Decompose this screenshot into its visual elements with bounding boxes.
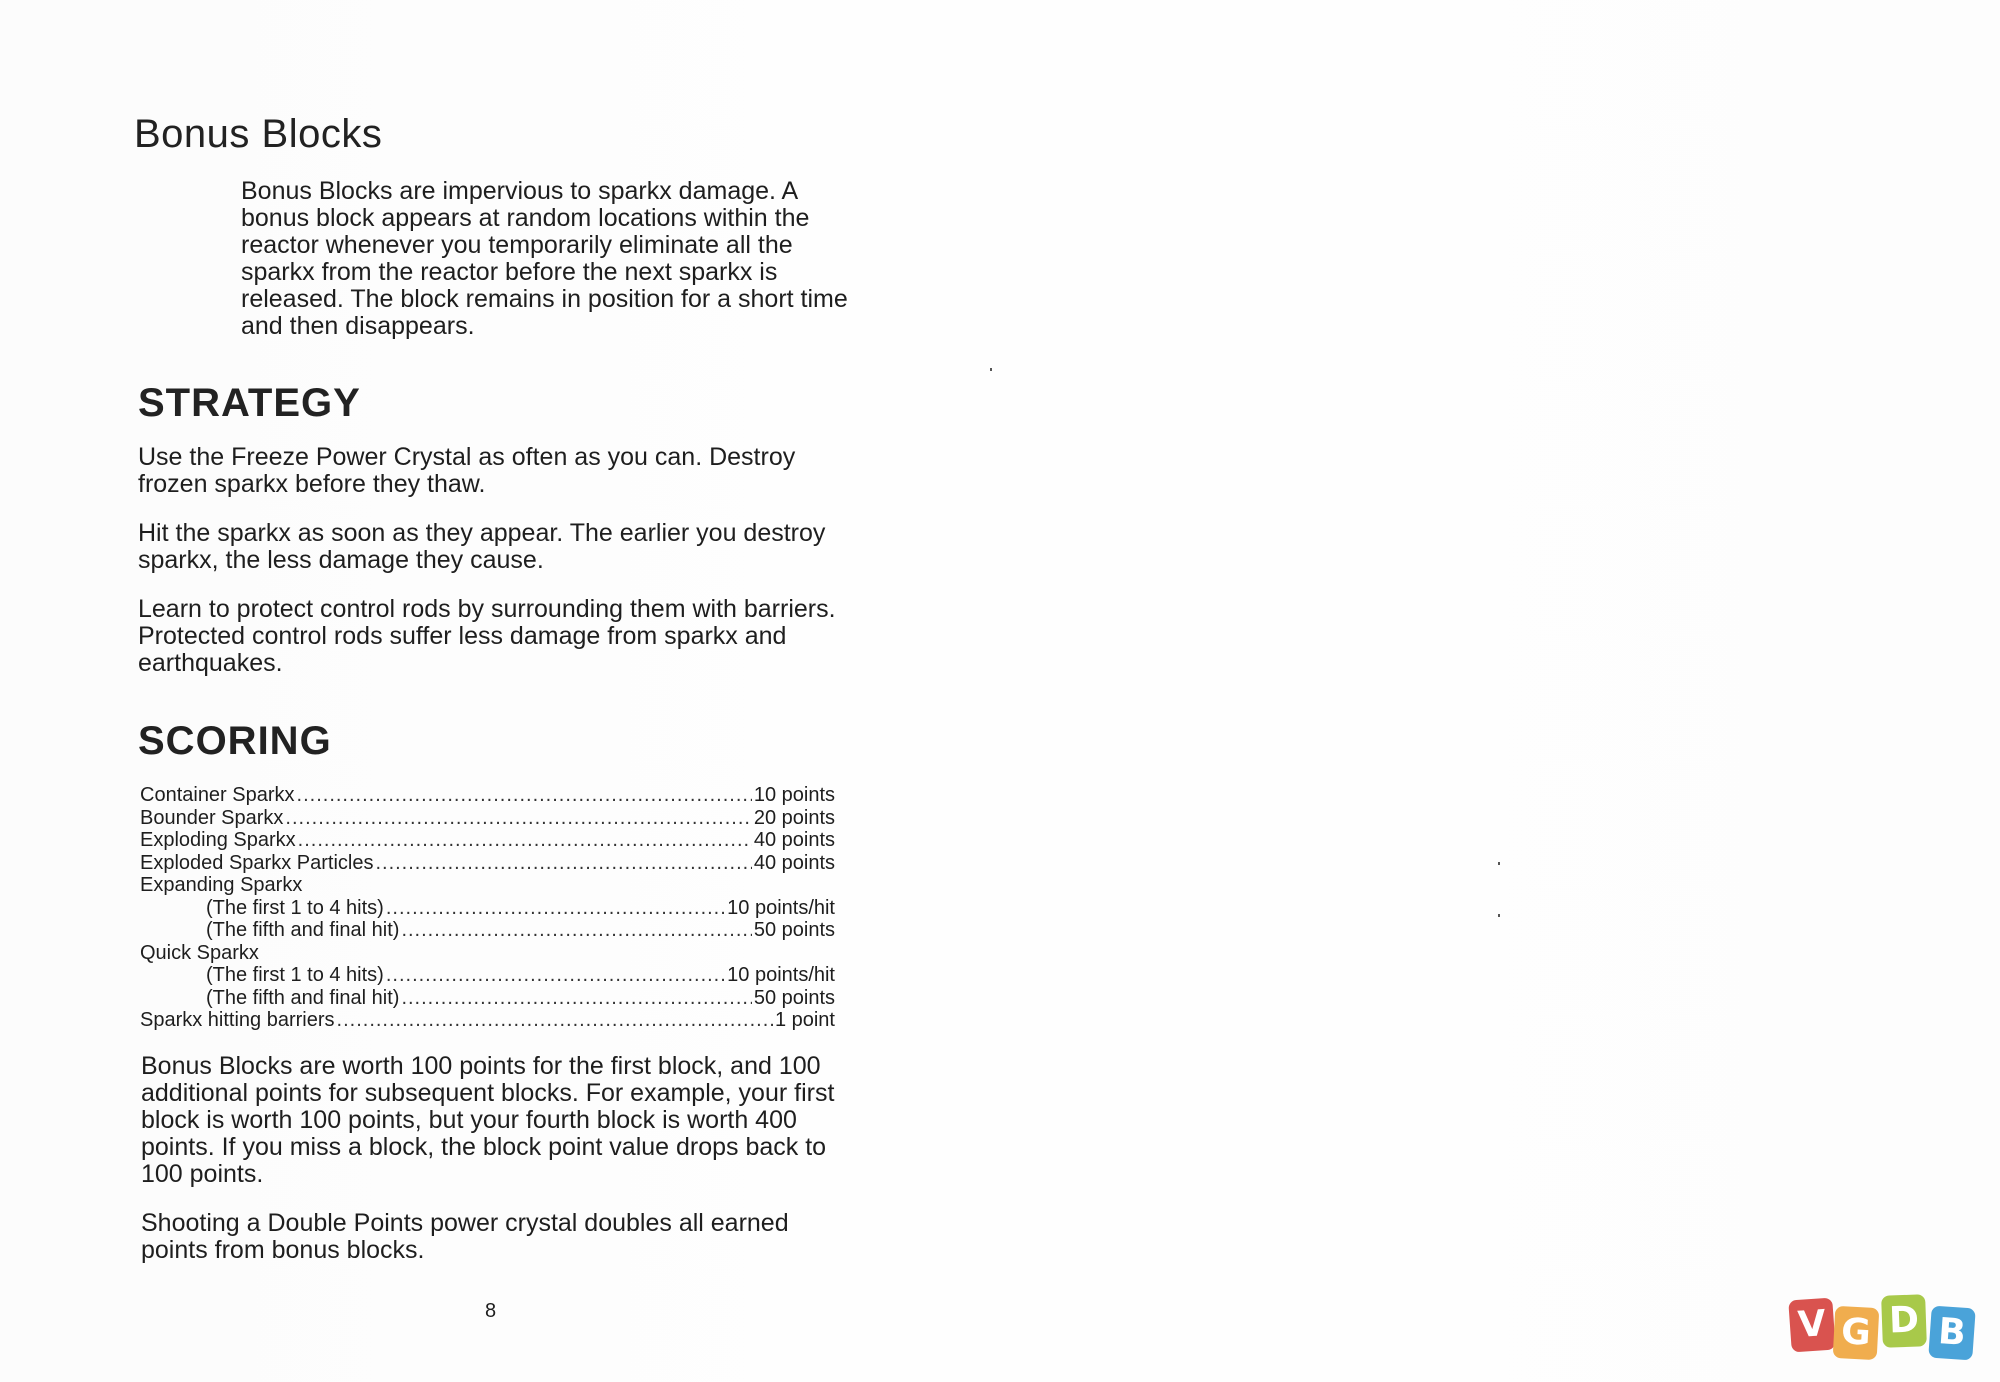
strategy-paragraph: Use the Freeze Power Crystal as often as you can. Destroy frozen sparkx before they thaw. <box>138 443 796 498</box>
score-value: 10 points <box>753 784 835 806</box>
page-number: 8 <box>485 1300 497 1322</box>
score-value: 1 point <box>774 1009 835 1031</box>
scoring-paragraph: Shooting a Double Points power crystal doubles all earned points from bonus blocks. <box>141 1209 789 1264</box>
dot-leader <box>386 964 725 987</box>
score-value: 40 points <box>753 829 835 851</box>
score-row <box>140 919 835 942</box>
dot-leader <box>337 1009 773 1032</box>
strategy-paragraph: Hit the sparkx as soon as they appear. The earlier you destroy sparkx, the less damage they cause. <box>138 519 826 574</box>
logo-tile-v: V <box>1788 1298 1836 1353</box>
score-label: Expanding Sparkx <box>140 874 303 896</box>
score-label: Container Sparkx <box>140 784 295 806</box>
score-row <box>140 852 835 875</box>
bonus-blocks-heading: Bonus Blocks <box>134 112 383 156</box>
strategy-heading: STRATEGY <box>138 381 361 425</box>
strategy-section <box>138 444 858 699</box>
scoring-heading: SCORING <box>138 719 332 763</box>
score-group-heading <box>140 942 835 965</box>
scan-speck <box>990 368 992 371</box>
strategy-paragraph: Learn to protect control rods by surrounding them with barriers. Protected control rods suffer less damage from sparkx and earthquakes. <box>138 595 836 677</box>
dot-leader <box>386 897 725 920</box>
score-row <box>140 807 835 830</box>
score-value: 10 points/hit <box>727 896 835 919</box>
vgdb-logo <box>1790 1295 1990 1361</box>
score-label: Quick Sparkx <box>140 941 259 964</box>
score-row <box>140 964 835 987</box>
scan-speck <box>1498 862 1500 865</box>
logo-tile-d: D <box>1881 1294 1927 1348</box>
dot-leader <box>375 852 751 875</box>
scoring-table <box>140 784 835 1032</box>
score-label: (The first 1 to 4 hits) <box>206 896 384 919</box>
score-label: Exploded Sparkx Particles <box>140 851 374 874</box>
bonus-blocks-text: Bonus Blocks are impervious to sparkx damage. A bonus block appears at random locations within the reactor whenever you temporarily eliminate all the sparkx from the reactor before the next sparkx is released. The block remains in position for a short time and then disappears. <box>241 177 848 340</box>
score-value: 50 points <box>753 919 835 941</box>
score-label: (The fifth and final hit) <box>206 919 400 941</box>
scoring-paragraph: Bonus Blocks are worth 100 points for the first block, and 100 additional points for subsequent blocks. For example, your first block is worth 100 points, but your fourth block is worth 400 points. If you miss a block, the block point value drops back to 100 points. <box>141 1052 835 1188</box>
score-row <box>140 987 835 1010</box>
score-label: Sparkx hitting barriers <box>140 1009 335 1031</box>
score-label: (The first 1 to 4 hits) <box>206 964 384 986</box>
score-label: (The fifth and final hit) <box>206 986 400 1009</box>
dot-leader <box>297 784 752 807</box>
dot-leader <box>298 829 752 852</box>
score-row <box>140 784 835 807</box>
score-label: Bounder Sparkx <box>140 806 284 829</box>
dot-leader <box>401 919 751 942</box>
score-value: 50 points <box>753 986 835 1009</box>
score-row <box>140 897 835 920</box>
dot-leader <box>285 807 751 830</box>
score-row <box>140 829 835 852</box>
scoring-notes <box>141 1053 861 1286</box>
score-label: Exploding Sparkx <box>140 829 296 851</box>
dot-leader <box>401 987 751 1010</box>
score-value: 40 points <box>753 851 835 874</box>
score-group-heading <box>140 874 835 897</box>
scan-speck <box>1498 914 1500 917</box>
score-row <box>140 1009 835 1032</box>
score-value: 10 points/hit <box>727 964 835 986</box>
logo-tile-g: G <box>1833 1306 1880 1360</box>
score-value: 20 points <box>753 806 835 829</box>
logo-tile-b: B <box>1928 1306 1976 1361</box>
